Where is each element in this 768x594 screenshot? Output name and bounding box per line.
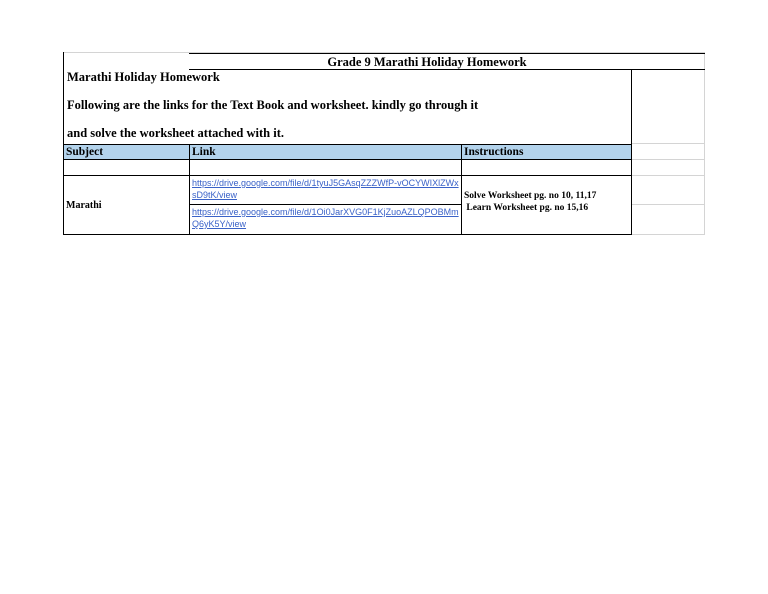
empty-cell (632, 176, 705, 205)
link-cell-2 (189, 204, 462, 235)
blank-cell-instructions (461, 159, 632, 176)
subject-text: Marathi (66, 199, 102, 211)
header-link: Link (189, 144, 462, 160)
instruction-line-1: Solve Worksheet pg. no 10, 11,17 (464, 191, 597, 201)
header-subject: Subject (63, 144, 190, 160)
instructions-cell (461, 175, 632, 235)
subject-cell (63, 175, 190, 235)
intro-cell (63, 70, 632, 144)
worksheet-link[interactable]: https://drive.google.com/file/d/1Oi0JarXVG0F1KjZuoAZLQPOBMmQ6yK5Y/view (192, 207, 459, 229)
instruction-line-2: Learn Worksheet pg. no 15,16 (464, 203, 589, 213)
intro-line-3: and solve the worksheet attached with it. (67, 126, 285, 140)
empty-cell (632, 52, 705, 144)
empty-cell (632, 205, 705, 235)
intro-line-1: Marathi Holiday Homework (67, 70, 220, 84)
header-instructions: Instructions (461, 144, 632, 160)
blank-cell-subject (63, 159, 190, 176)
sheet-title: Grade 9 Marathi Holiday Homework (189, 53, 705, 70)
textbook-link[interactable]: https://drive.google.com/file/d/1tyuJ5GAsqZZZWfP-vOCYWIXlZWxsD9tK/view (192, 178, 459, 200)
spreadsheet (63, 52, 705, 235)
link-cell-1 (189, 175, 462, 205)
blank-cell-link (189, 159, 462, 176)
intro-line-2: Following are the links for the Text Book and worksheet. kindly go through it (67, 98, 479, 112)
empty-cell (632, 160, 705, 176)
empty-cell (632, 144, 705, 160)
